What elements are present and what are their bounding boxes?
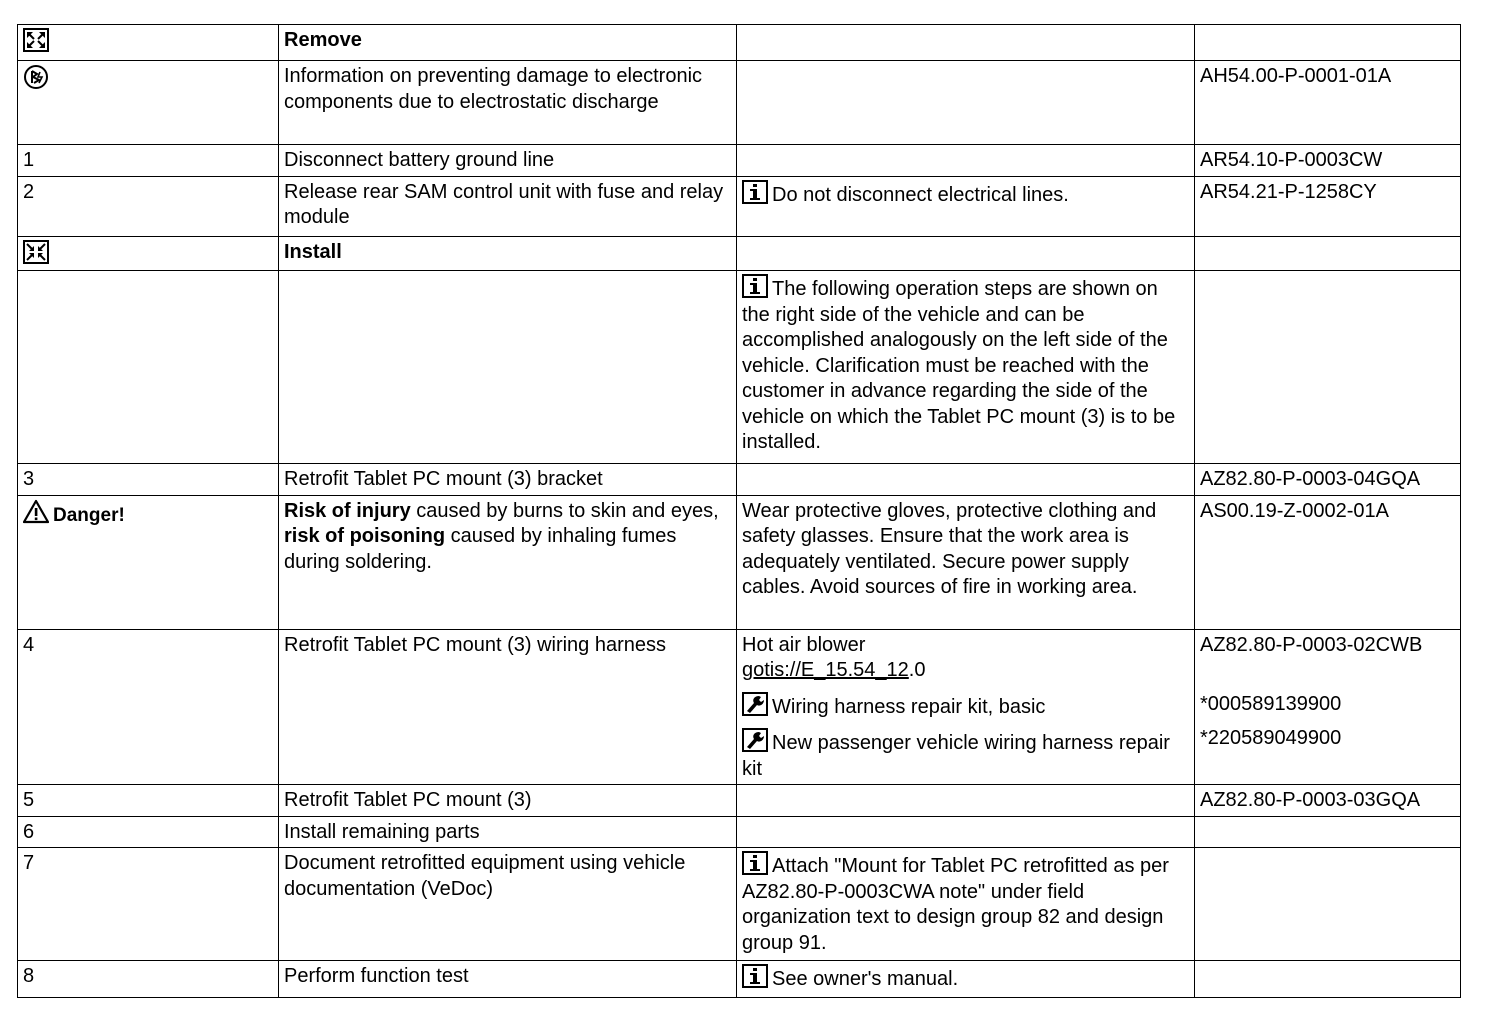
- step-number: 6: [18, 816, 279, 848]
- document-reference: AR54.10-P-0003CW: [1195, 145, 1461, 177]
- table-row: 4 Retrofit Tablet PC mount (3) wiring harness Hot air blower gotis://E_15.54_12.0 Wiring harness repair kit, basic New passenger vehicle wiring harness repair kit AZ82.80-P-0003-02CWB *000589139900 *220589049900: [18, 629, 1461, 785]
- table-row: [18, 495, 1461, 629]
- special-tool-icon: [742, 692, 768, 716]
- step-number: 1: [18, 145, 279, 177]
- part-number: *220589049900: [1200, 726, 1342, 749]
- info-icon: [742, 851, 768, 875]
- document-reference: AS00.19-Z-0002-01A: [1195, 495, 1461, 629]
- step-text: Information on preventing damage to electronic components due to electrostatic discharge: [279, 61, 737, 145]
- section-title-remove: Remove: [279, 25, 737, 61]
- step-number: 8: [18, 961, 279, 998]
- table-row: [18, 61, 1461, 145]
- table-row: [18, 464, 1461, 496]
- install-collapse-icon: [23, 240, 49, 264]
- document-reference: AZ82.80-P-0003-03GQA: [1195, 785, 1461, 817]
- gotis-link[interactable]: gotis://E_15.54_12: [742, 659, 909, 681]
- info-note: Do not disconnect electrical lines.: [772, 183, 1069, 206]
- special-tool-icon: [742, 728, 768, 752]
- step-number: 3: [18, 464, 279, 496]
- step-text: Perform function test: [279, 961, 737, 998]
- step-number: 4: [18, 629, 279, 785]
- danger-measures: Wear protective gloves, protective clothing and safety glasses. Ensure that the work area is adequately ventilated. Secure power supply cables. Avoid sources of fire in working area.: [737, 495, 1195, 629]
- step-text: Release rear SAM control unit with fuse and relay module: [279, 176, 737, 236]
- tool-repair-kit-basic: Wiring harness repair kit, basic: [772, 695, 1046, 718]
- info-icon: [742, 964, 768, 988]
- step-number: 7: [18, 848, 279, 961]
- table-row: [18, 271, 1461, 464]
- document-reference: AZ82.80-P-0003-04GQA: [1195, 464, 1461, 496]
- info-note: Attach "Mount for Tablet PC retrofitted as per AZ82.80-P-0003CWA note" under field organization text to design group 82 and design group 91.: [742, 855, 1169, 954]
- table-row: [18, 236, 1461, 271]
- table-row: [18, 785, 1461, 817]
- step-number: 2: [18, 176, 279, 236]
- info-note: See owner's manual.: [772, 968, 959, 990]
- table-row: [18, 816, 1461, 848]
- table-row: [18, 25, 1461, 61]
- info-icon: [742, 180, 768, 204]
- procedure-table: [17, 24, 1461, 998]
- tool-hot-air-blower: Hot air blower: [742, 633, 866, 656]
- danger-cell: [18, 495, 279, 629]
- step-text: Install remaining parts: [279, 816, 737, 848]
- table-row: [18, 961, 1461, 998]
- section-title-install: Install: [279, 236, 737, 271]
- document-reference: AH54.00-P-0001-01A: [1195, 61, 1461, 145]
- danger-text: Risk of injury caused by burns to skin and eyes, risk of poisoning caused by inhaling fumes during soldering.: [279, 495, 737, 629]
- table-row: [18, 176, 1461, 236]
- part-number: *000589139900: [1200, 693, 1342, 715]
- tool-repair-kit-new: New passenger vehicle wiring harness repair kit: [742, 732, 1170, 780]
- document-reference: AZ82.80-P-0003-02CWB: [1200, 633, 1423, 656]
- info-icon: [742, 274, 768, 298]
- danger-label: Danger!: [53, 504, 125, 526]
- table-row: [18, 145, 1461, 177]
- remove-expand-icon: [23, 28, 49, 52]
- step-number: 5: [18, 785, 279, 817]
- step-text: Retrofit Tablet PC mount (3) bracket: [279, 464, 737, 496]
- esd-icon: [23, 64, 49, 90]
- warning-triangle-icon: [23, 499, 49, 525]
- document-reference: AR54.21-P-1258CY: [1195, 176, 1461, 236]
- step-text: Retrofit Tablet PC mount (3) wiring harness: [279, 629, 737, 785]
- table-row: [18, 848, 1461, 961]
- step-text: Retrofit Tablet PC mount (3): [279, 785, 737, 817]
- step-text: Disconnect battery ground line: [279, 145, 737, 177]
- step-text: Document retrofitted equipment using vehicle documentation (VeDoc): [279, 848, 737, 961]
- info-note: The following operation steps are shown on the right side of the vehicle and can be accomplished analogously on the left side of the vehicle. Clarification must be reached with the customer in advance regarding the side of the vehicle on which the Tablet PC mount (3) is to be installed.: [742, 278, 1176, 453]
